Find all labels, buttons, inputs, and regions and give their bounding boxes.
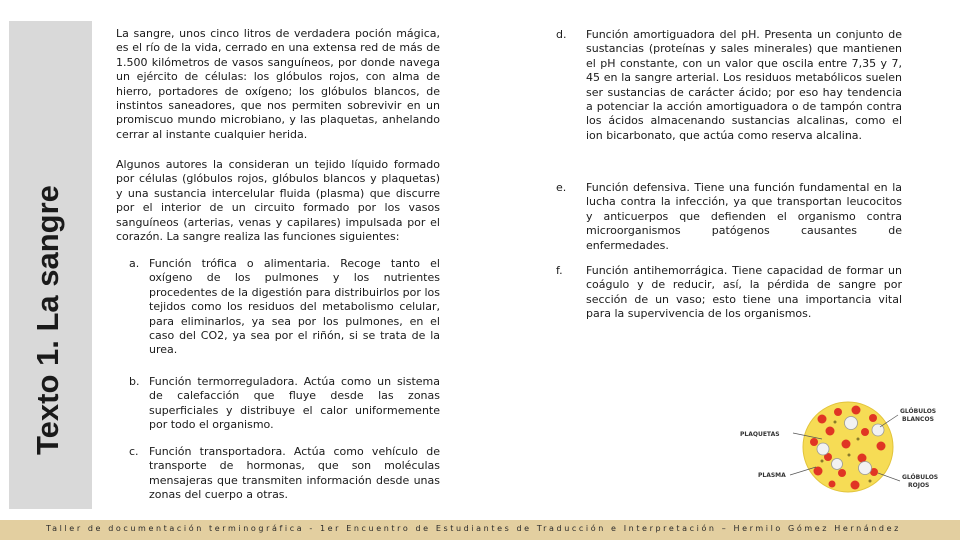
list-item-text: Función trófica o alimentaria. Recoge tanto el oxígeno de los pulmones y los nutrientes procedentes de la digestión para distribuirlos por los tejidos como los residuos del metabolismo celular, para eliminarlos, ya sea por los pulmones, en el caso del CO2, ya sea por el riñón, si se trata de la urea. [149,257,440,357]
red-blood-cell [851,481,860,490]
red-blood-cell [861,428,869,436]
list-marker: a. [129,257,140,270]
white-cells-label: GLÓBULOS [900,408,937,415]
list-item-text: Función antihemorrágica. Tiene capacidad de formar un coágulo y de reducir, así, la pérdida de sangre por sección de un vaso; esto tiene una importancia vital para la supervivencia de los organismos. [586,264,902,321]
white-blood-cell [817,443,829,455]
platelet [834,421,837,424]
red-cells-label: GLÓBULOS [902,474,939,481]
red-blood-cell [852,406,861,415]
red-blood-cell [877,442,886,451]
plasma-label: PLASMA [758,472,786,479]
white-blood-cell [859,462,872,475]
list-item-text: Función amortiguadora del pH. Presenta un conjunto de sustancias (proteínas y sales minerales) que mantienen el pH constante, con un valor que oscila entre 7,35 y 7, 45 en la sangre arterial. Los residuos metabólicos suelen ser sustancias de carácter ácido; por eso hay tendencia a potenciar la acción amortiguadora o de tampón contra los ácidos almacenando sustancias alcalinas, como el ion bicarbonato, que actúa como reserva alcalina. [586,28,902,142]
page-title: Texto 1. La sangre [29,185,65,455]
white-cells-label-line2: BLANCOS [902,416,934,423]
white-blood-cell [832,459,843,470]
list-marker: c. [129,445,139,458]
red-blood-cell [834,408,842,416]
platelet [857,438,860,441]
white-blood-cell [845,417,858,430]
list-marker: f. [556,264,563,277]
red-blood-cell [838,469,846,477]
blood-components-illustration [738,395,943,510]
footer-credit: Taller de documentación terminográfica - 1er Encuentro de Estudiantes de Traducción e Interpretación – Hermilo Gómez Hernández [46,524,901,533]
list-item-text: Función defensiva. Tiene una función fundamental en la lucha contra la infección, ya que transportan leucocitos y anticuerpos que defienden el organismo contra microorganismos patógenos causantes de enfermedades. [586,181,902,252]
list-item-text: Función transportadora. Actúa como vehículo de transporte de hormonas, que son moléculas mensajeras que transmiten información desde unas zonas del cuerpo a otras. [149,445,440,502]
intro-paragraph: La sangre, unos cinco litros de verdadera poción mágica, es el río de la vida, cerrado en una extensa red de más de 1.500 kilómetros de vasos sanguíneos, por donde navega un ejército de células: los glóbulos rojos, con alma de hierro, portadores de oxígeno; los glóbulos blancos, de instintos saneadores, que nos permiten sobrevivir en un promiscuo mundo microbiano, y las plaquetas, anhelando cerrar al instante cualquier herida. [116,27,440,141]
platelet [821,460,824,463]
red-blood-cell [818,415,827,424]
red-cells-label-line2: ROJOS [908,482,930,489]
list-marker: e. [556,181,567,194]
red-blood-cell [814,467,823,476]
platelet [869,480,872,483]
red-blood-cell [810,438,818,446]
red-blood-cell [829,481,836,488]
list-item-text: Función termorreguladora. Actúa como un sistema de calefacción que fluye desde las zonas superficiales y distribuye el calor uniformemente por todo el organismo. [149,375,440,432]
list-marker: d. [556,28,567,41]
red-blood-cell [869,414,877,422]
definition-paragraph: Algunos autores la consideran un tejido líquido formado por células (glóbulos rojos, glóbulos blancos y plaquetas) y una sustancia intercelular fluida (plasma) que discurre por el interior de un circuito formado por los vasos sanguíneos (arterias, venas y capilares) impulsada por el corazón. La sangre realiza las funciones siguientes: [116,158,440,244]
list-marker: b. [129,375,140,388]
red-blood-cell [826,427,835,436]
red-blood-cell [842,440,851,449]
blood-diagram [738,395,943,510]
platelets-label: PLAQUETAS [740,431,780,438]
platelet [848,454,851,457]
